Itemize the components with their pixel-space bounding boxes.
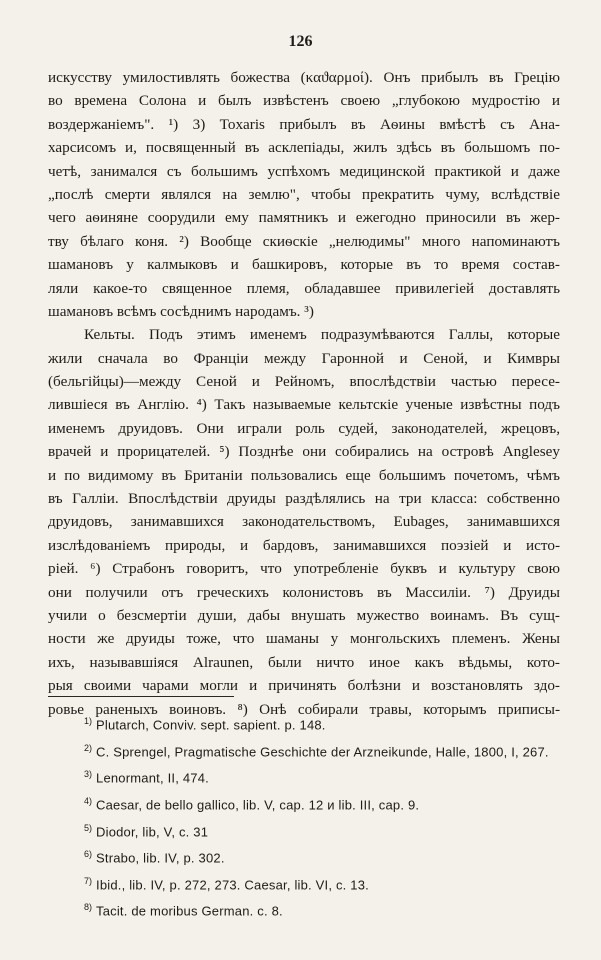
text-line: „послѣ смерти являлся на землю", чтобы прекратить чуму, вслѣдствіе xyxy=(48,185,560,203)
footnote-marker: 2) xyxy=(84,742,93,753)
footnote xyxy=(84,790,564,817)
footnote-marker: 3) xyxy=(84,769,93,780)
text-line: ности же друиды тоже, что шаманы у монгольскихъ племенъ. Жены xyxy=(48,630,560,648)
text-line: чего аѳиняне соорудили ему памятникъ и ежегодно приносили въ жер- xyxy=(48,209,560,227)
text-line: шамановъ у калмыковъ и башкировъ, которые въ то время состав- xyxy=(48,256,560,274)
text-line: въ Галліи. Впослѣдствіи друиды раздѣлялись на три класса: собственно xyxy=(48,490,560,508)
text-line: Кельты. Подъ этимъ именемъ подразумѣваются Галлы, которые xyxy=(84,326,560,344)
text-line: ихъ, называвшіяся Alraunen, были ничто иное какъ вѣдьмы, кото- xyxy=(48,653,560,671)
footnote xyxy=(84,763,564,790)
footnote-text: C. Sprengel, Pragmatische Geschichte der Arzneikunde, Halle, 1800, I, 267. xyxy=(96,743,549,759)
text-line: и по видимому въ Британіи пользовались еще большимъ почетомъ, чѣмъ xyxy=(48,466,560,484)
text-line: харсисомъ и, посвященный въ асклепіады, жилъ здѣсь въ большомъ по- xyxy=(48,139,560,157)
footnote-marker: 5) xyxy=(84,822,93,833)
text-line: шамановъ всѣмъ сосѣднимъ народамъ. ³) xyxy=(48,302,314,320)
text-line: воздержаніемъ". ¹) 3) Toxaris прибылъ въ Аѳины вмѣстѣ съ Ана- xyxy=(48,115,560,133)
text-line: учили о безсмертіи души, дабы внушать мужество воинамъ. Въ сущ- xyxy=(48,606,560,624)
footnote xyxy=(84,710,564,737)
text-line: лившіеся въ Англію. ⁴) Такъ называемые кельтскіе ученые извѣстны подъ xyxy=(48,396,560,414)
text-line: (бельгійцы)—между Сеной и Рейномъ, впослѣдствіи частью пересе- xyxy=(48,373,560,391)
text-line: ляли какое-то священное племя, обладавшее привилегіей доставлять xyxy=(48,279,560,297)
text-line: во времена Солона и былъ извѣстенъ своею „глубокою мудростію и xyxy=(48,92,560,110)
footnote-marker: 1) xyxy=(84,716,93,726)
footnote-text: Strabo, lib. IV, p. 302. xyxy=(96,850,225,866)
footnote-divider xyxy=(48,696,234,697)
footnote xyxy=(84,817,564,844)
text-line: именемъ друидовъ. Они играли роль судей, законодателей, жрецовъ, xyxy=(48,419,560,437)
footnote-marker: 8) xyxy=(84,902,93,913)
text-line: изслѣдованіемъ природы, и бардовъ, занимавшихся поэзіей и исто- xyxy=(48,536,560,554)
text-line: четѣ, занимался съ большимъ успѣхомъ медицинской практикой и даже xyxy=(48,162,560,180)
footnote xyxy=(84,870,564,897)
page-number: 126 xyxy=(288,33,313,50)
footnote-text: Tacit. de moribus German. c. 8. xyxy=(96,903,283,919)
footnote xyxy=(84,896,564,923)
footnote-text: Caesar, de bello gallico, lib. V, cap. 12 и lib. III, cap. 9. xyxy=(96,797,420,813)
text-line: ровье раненыхъ воиновъ. ⁸) Онѣ собирали травы, которымъ приписы- xyxy=(48,700,560,718)
footnote xyxy=(84,843,564,870)
text-line: тву бѣлаго коня. ²) Вообще скиѳскіе „нелюдимы" много напоминаютъ xyxy=(48,232,560,250)
text-line: ріей. ⁶) Страбонъ говоритъ, что употребленіе буквъ и культуру свою xyxy=(48,560,560,578)
footnote xyxy=(84,737,564,764)
footnote-marker: 7) xyxy=(84,875,93,886)
footnote-text: Plutarch, Conviv. sept. sapient. p. 148. xyxy=(96,717,326,733)
text-line: врачей и прорицателей. ⁵) Позднѣе они собирались на островѣ Anglesey xyxy=(48,443,560,461)
footnote-text: Diodor, lib, V, c. 31 xyxy=(96,823,209,839)
text-line: они получили отъ греческихъ колонистовъ въ Массиліи. ⁷) Друиды xyxy=(48,583,560,601)
footnotes xyxy=(84,710,564,923)
footnote-marker: 4) xyxy=(84,795,93,806)
footnote-text: Lenormant, II, 474. xyxy=(96,770,209,786)
text-line: рыя своими чарами могли и причинять болѣзни и возстановлять здо- xyxy=(48,677,560,695)
text-line: жили сначала во Франціи между Гаронной и Сеной, и Кимвры xyxy=(48,349,560,367)
text-line: друидовъ, занимавшихся законодательствомъ, Eubages, занимавшихся xyxy=(48,513,560,531)
footnote-marker: 6) xyxy=(84,849,93,860)
paragraph-2 xyxy=(48,323,560,721)
text-line: искусству умилостивлять божества (καϑαρμοί). Онъ прибылъ въ Грецію xyxy=(48,69,560,86)
paragraph-1 xyxy=(48,66,560,323)
body-text xyxy=(48,66,560,721)
footnote-text: Ibid., lib. IV, p. 272, 273. Caesar, lib. VI, c. 13. xyxy=(96,877,369,893)
